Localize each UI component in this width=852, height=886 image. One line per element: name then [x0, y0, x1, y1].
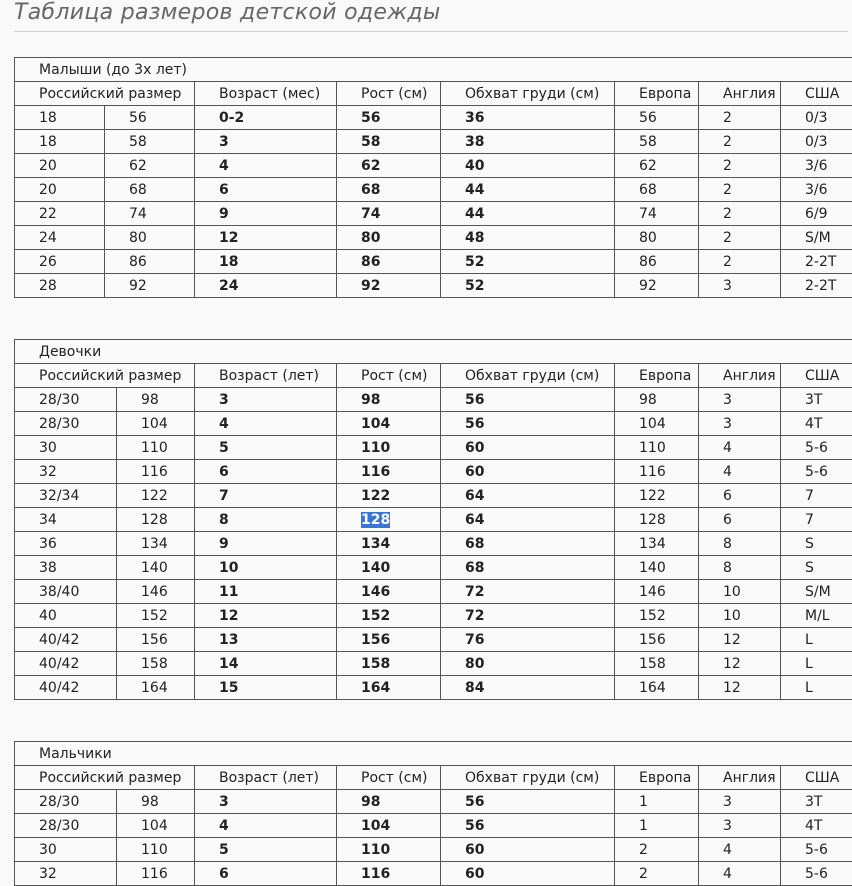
table-cell: 3 [195, 130, 337, 154]
table-cell: 64 [441, 484, 615, 508]
table-cell: 56 [441, 388, 615, 412]
table-cell: 8 [195, 508, 337, 532]
table-cell: 60 [441, 838, 615, 862]
table-cell: 72 [441, 604, 615, 628]
table-cell: 5-6 [781, 862, 852, 886]
table-cell: 80 [337, 226, 441, 250]
table-row [15, 130, 852, 154]
table-cell: 3 [699, 790, 781, 814]
table-cell: 64 [441, 508, 615, 532]
table-cell: 3 [195, 790, 337, 814]
table-cell: 32/34 [15, 484, 117, 508]
table-cell: 5-6 [781, 838, 852, 862]
table-cell: 152 [117, 604, 195, 628]
table-cell: 72 [441, 580, 615, 604]
table-cell: 122 [337, 484, 441, 508]
table-cell: 40/42 [15, 652, 117, 676]
section-title-row [15, 58, 852, 82]
table-cell: 68 [337, 178, 441, 202]
table-cell: 22 [15, 202, 105, 226]
table-cell: 80 [105, 226, 195, 250]
table-cell: 44 [441, 202, 615, 226]
table-cell: 128 [615, 508, 699, 532]
table-cell: 28/30 [15, 814, 117, 838]
table-cell: 86 [337, 250, 441, 274]
table-cell: 56 [615, 106, 699, 130]
table-cell: 98 [337, 790, 441, 814]
table-row [15, 106, 852, 130]
table-cell: 140 [117, 556, 195, 580]
table-cell: 40/42 [15, 676, 117, 700]
table-cell: 3 [699, 274, 781, 298]
table-cell: 13 [195, 628, 337, 652]
table-cell: 20 [15, 154, 105, 178]
table-cell: 58 [615, 130, 699, 154]
table-cell: 140 [337, 556, 441, 580]
column-header: США [781, 364, 852, 388]
table-cell: 2 [615, 862, 699, 886]
column-header: Российский размер [15, 766, 195, 790]
table-row [15, 484, 852, 508]
table-cell: 116 [615, 460, 699, 484]
title-divider [14, 31, 848, 32]
table-cell: 2 [699, 106, 781, 130]
table-cell: 5-6 [781, 460, 852, 484]
table-row [15, 580, 852, 604]
table-cell: 36 [15, 532, 117, 556]
table-cell: 3 [195, 388, 337, 412]
table-cell: 0/3 [781, 106, 852, 130]
table-cell: 30 [15, 436, 117, 460]
table-cell: 6 [699, 484, 781, 508]
table-row [15, 226, 852, 250]
table-row [15, 508, 852, 532]
table-cell: 52 [441, 250, 615, 274]
table-cell: 56 [105, 106, 195, 130]
table-cell: 44 [441, 178, 615, 202]
table-cell: 28 [15, 274, 105, 298]
table-cell: 128 [117, 508, 195, 532]
table-cell: 0/3 [781, 130, 852, 154]
table-cell: 3/6 [781, 154, 852, 178]
table-row [15, 862, 852, 886]
column-header-row [15, 82, 852, 106]
table-cell: 3/6 [781, 178, 852, 202]
table-cell: 32 [15, 862, 117, 886]
table-cell: 56 [441, 790, 615, 814]
table-row [15, 274, 852, 298]
table-cell: 12 [699, 652, 781, 676]
table-cell: 156 [615, 628, 699, 652]
table-cell: 1 [615, 790, 699, 814]
table-cell: 0-2 [195, 106, 337, 130]
table-cell: 110 [337, 838, 441, 862]
table-cell: 24 [15, 226, 105, 250]
table-cell: 10 [699, 580, 781, 604]
column-header-row [15, 766, 852, 790]
table-cell: 7 [781, 508, 852, 532]
table-cell: 58 [337, 130, 441, 154]
table-cell: 158 [615, 652, 699, 676]
column-header: Англия [699, 82, 781, 106]
table-cell: 24 [195, 274, 337, 298]
table-cell: 134 [337, 532, 441, 556]
table-cell: 122 [117, 484, 195, 508]
table-cell: 3T [781, 388, 852, 412]
table-row [15, 790, 852, 814]
table-boys [14, 741, 852, 886]
section-title: Малыши (до 3х лет) [15, 58, 852, 82]
column-header: Обхват груди (см) [441, 364, 615, 388]
table-cell: 110 [615, 436, 699, 460]
table-cell: 110 [337, 436, 441, 460]
table-cell: 3 [699, 814, 781, 838]
table-cell: 40/42 [15, 628, 117, 652]
column-header: Рост (см) [337, 364, 441, 388]
table-cell: 68 [105, 178, 195, 202]
table-cell: 104 [117, 814, 195, 838]
table-cell: 28/30 [15, 388, 117, 412]
table-cell: 152 [615, 604, 699, 628]
table-cell: 158 [337, 652, 441, 676]
table-cell: 52 [441, 274, 615, 298]
table-cell: 74 [615, 202, 699, 226]
table-cell: 6/9 [781, 202, 852, 226]
table-row [15, 154, 852, 178]
table-cell: 110 [117, 436, 195, 460]
table-row [15, 202, 852, 226]
table-cell: 74 [105, 202, 195, 226]
table-row [15, 250, 852, 274]
table-cell: 40 [441, 154, 615, 178]
table-cell: 98 [117, 790, 195, 814]
table-cell: 6 [195, 178, 337, 202]
column-header: Российский размер [15, 82, 195, 106]
table-cell: 12 [699, 628, 781, 652]
table-cell: 36 [441, 106, 615, 130]
table-cell: 56 [441, 814, 615, 838]
table-cell: S [781, 556, 852, 580]
table-cell: 4 [699, 436, 781, 460]
table-cell: 6 [195, 862, 337, 886]
table-cell: 116 [117, 862, 195, 886]
table-cell: 80 [615, 226, 699, 250]
column-header: Европа [615, 82, 699, 106]
table-cell: 4 [699, 460, 781, 484]
table-cell: 164 [337, 676, 441, 700]
table-cell: 146 [337, 580, 441, 604]
table-cell: S/M [781, 226, 852, 250]
table-cell: 26 [15, 250, 105, 274]
table-cell: 104 [117, 412, 195, 436]
column-header: Возраст (лет) [195, 364, 337, 388]
section-title-row [15, 340, 852, 364]
table-cell: 11 [195, 580, 337, 604]
table-row [15, 412, 852, 436]
table-cell: M/L [781, 604, 852, 628]
column-header-row [15, 364, 852, 388]
table-cell: 14 [195, 652, 337, 676]
table-cell: 1 [615, 814, 699, 838]
column-header: Англия [699, 364, 781, 388]
table-cell: 98 [615, 388, 699, 412]
table-row [15, 676, 852, 700]
table-row [15, 436, 852, 460]
table-cell: 6 [195, 460, 337, 484]
table-cell: 60 [441, 436, 615, 460]
table-cell: 116 [337, 862, 441, 886]
table-cell: 62 [337, 154, 441, 178]
table-cell: 32 [15, 460, 117, 484]
table-cell: 7 [195, 484, 337, 508]
table-cell: 4 [195, 412, 337, 436]
table-cell: 156 [337, 628, 441, 652]
table-cell: 10 [699, 604, 781, 628]
table-cell: 2 [699, 202, 781, 226]
table-babies [14, 57, 852, 298]
column-header: Возраст (лет) [195, 766, 337, 790]
table-cell: 3T [781, 790, 852, 814]
table-cell: 18 [15, 130, 105, 154]
table-cell: 104 [337, 814, 441, 838]
table-cell: 10 [195, 556, 337, 580]
table-cell: 60 [441, 862, 615, 886]
column-header: Рост (см) [337, 82, 441, 106]
table-cell: 3 [699, 388, 781, 412]
section-title: Мальчики [15, 742, 852, 766]
table-cell: 140 [615, 556, 699, 580]
table-cell: 28/30 [15, 412, 117, 436]
table-cell: 74 [337, 202, 441, 226]
table-cell: 2 [699, 178, 781, 202]
table-cell: 15 [195, 676, 337, 700]
table-cell: 2 [615, 838, 699, 862]
table-cell: 76 [441, 628, 615, 652]
table-cell: 5 [195, 838, 337, 862]
table-cell: 156 [117, 628, 195, 652]
table-cell: L [781, 652, 852, 676]
table-cell: 4 [195, 814, 337, 838]
table-girls [14, 339, 852, 700]
table-cell: 134 [615, 532, 699, 556]
table-cell: 62 [615, 154, 699, 178]
table-cell: 134 [117, 532, 195, 556]
page-title: Таблица размеров детской одежды [14, 0, 441, 25]
table-cell: 8 [699, 556, 781, 580]
table-cell: L [781, 676, 852, 700]
table-cell: 12 [195, 226, 337, 250]
table-cell: 4 [699, 862, 781, 886]
table-cell: 146 [117, 580, 195, 604]
table-cell: 34 [15, 508, 117, 532]
table-cell: 104 [337, 412, 441, 436]
table-cell: 18 [195, 250, 337, 274]
table-cell: 2 [699, 226, 781, 250]
table-cell: 68 [441, 532, 615, 556]
table-cell: 158 [117, 652, 195, 676]
table-cell: 92 [337, 274, 441, 298]
table-cell: 2 [699, 250, 781, 274]
table-row [15, 814, 852, 838]
table-cell [337, 508, 441, 532]
column-header: Обхват груди (см) [441, 766, 615, 790]
table-cell: 4T [781, 814, 852, 838]
column-header: США [781, 766, 852, 790]
table-cell: 164 [615, 676, 699, 700]
table-cell: 104 [615, 412, 699, 436]
table-cell: L [781, 628, 852, 652]
table-cell: 3 [699, 412, 781, 436]
table-cell: 56 [337, 106, 441, 130]
table-cell: 68 [615, 178, 699, 202]
table-cell: 5 [195, 436, 337, 460]
table-cell: 38 [441, 130, 615, 154]
section-title: Девочки [15, 340, 852, 364]
table-cell: 86 [615, 250, 699, 274]
table-cell: 80 [441, 652, 615, 676]
column-header: Европа [615, 766, 699, 790]
table-cell: 152 [337, 604, 441, 628]
table-cell: 7 [781, 484, 852, 508]
table-cell: 98 [337, 388, 441, 412]
table-row [15, 460, 852, 484]
table-cell: 9 [195, 202, 337, 226]
table-cell: 4 [195, 154, 337, 178]
table-cell: 110 [117, 838, 195, 862]
column-header: Рост (см) [337, 766, 441, 790]
table-row [15, 388, 852, 412]
table-row [15, 556, 852, 580]
table-cell: 60 [441, 460, 615, 484]
table-cell: 18 [15, 106, 105, 130]
table-cell: 2-2T [781, 250, 852, 274]
column-header: США [781, 82, 852, 106]
table-row [15, 652, 852, 676]
table-cell: 58 [105, 130, 195, 154]
table-cell: 5-6 [781, 436, 852, 460]
section-title-row [15, 742, 852, 766]
table-row [15, 604, 852, 628]
column-header: Европа [615, 364, 699, 388]
table-cell: 20 [15, 178, 105, 202]
table-cell: 30 [15, 838, 117, 862]
table-cell: 4T [781, 412, 852, 436]
table-cell: 86 [105, 250, 195, 274]
column-header: Российский размер [15, 364, 195, 388]
table-cell: 2 [699, 154, 781, 178]
table-cell: 40 [15, 604, 117, 628]
table-row [15, 532, 852, 556]
table-cell: 98 [117, 388, 195, 412]
table-cell: 28/30 [15, 790, 117, 814]
table-cell: 4 [699, 838, 781, 862]
table-row [15, 178, 852, 202]
table-cell: 68 [441, 556, 615, 580]
table-cell: 116 [337, 460, 441, 484]
table-cell: 12 [699, 676, 781, 700]
table-cell: 92 [615, 274, 699, 298]
selected-text: 128 [361, 512, 390, 528]
table-cell: 84 [441, 676, 615, 700]
table-cell: 122 [615, 484, 699, 508]
column-header: Возраст (мес) [195, 82, 337, 106]
table-cell: 62 [105, 154, 195, 178]
column-header: Обхват груди (см) [441, 82, 615, 106]
table-cell: S [781, 532, 852, 556]
table-cell: 2-2T [781, 274, 852, 298]
column-header: Англия [699, 766, 781, 790]
table-cell: 8 [699, 532, 781, 556]
table-cell: 146 [615, 580, 699, 604]
table-cell: 12 [195, 604, 337, 628]
table-row [15, 628, 852, 652]
table-cell: 2 [699, 130, 781, 154]
table-cell: S/M [781, 580, 852, 604]
table-cell: 164 [117, 676, 195, 700]
table-cell: 6 [699, 508, 781, 532]
table-cell: 116 [117, 460, 195, 484]
table-cell: 9 [195, 532, 337, 556]
table-cell: 48 [441, 226, 615, 250]
table-cell: 38/40 [15, 580, 117, 604]
table-row [15, 838, 852, 862]
table-cell: 56 [441, 412, 615, 436]
table-cell: 38 [15, 556, 117, 580]
table-cell: 92 [105, 274, 195, 298]
